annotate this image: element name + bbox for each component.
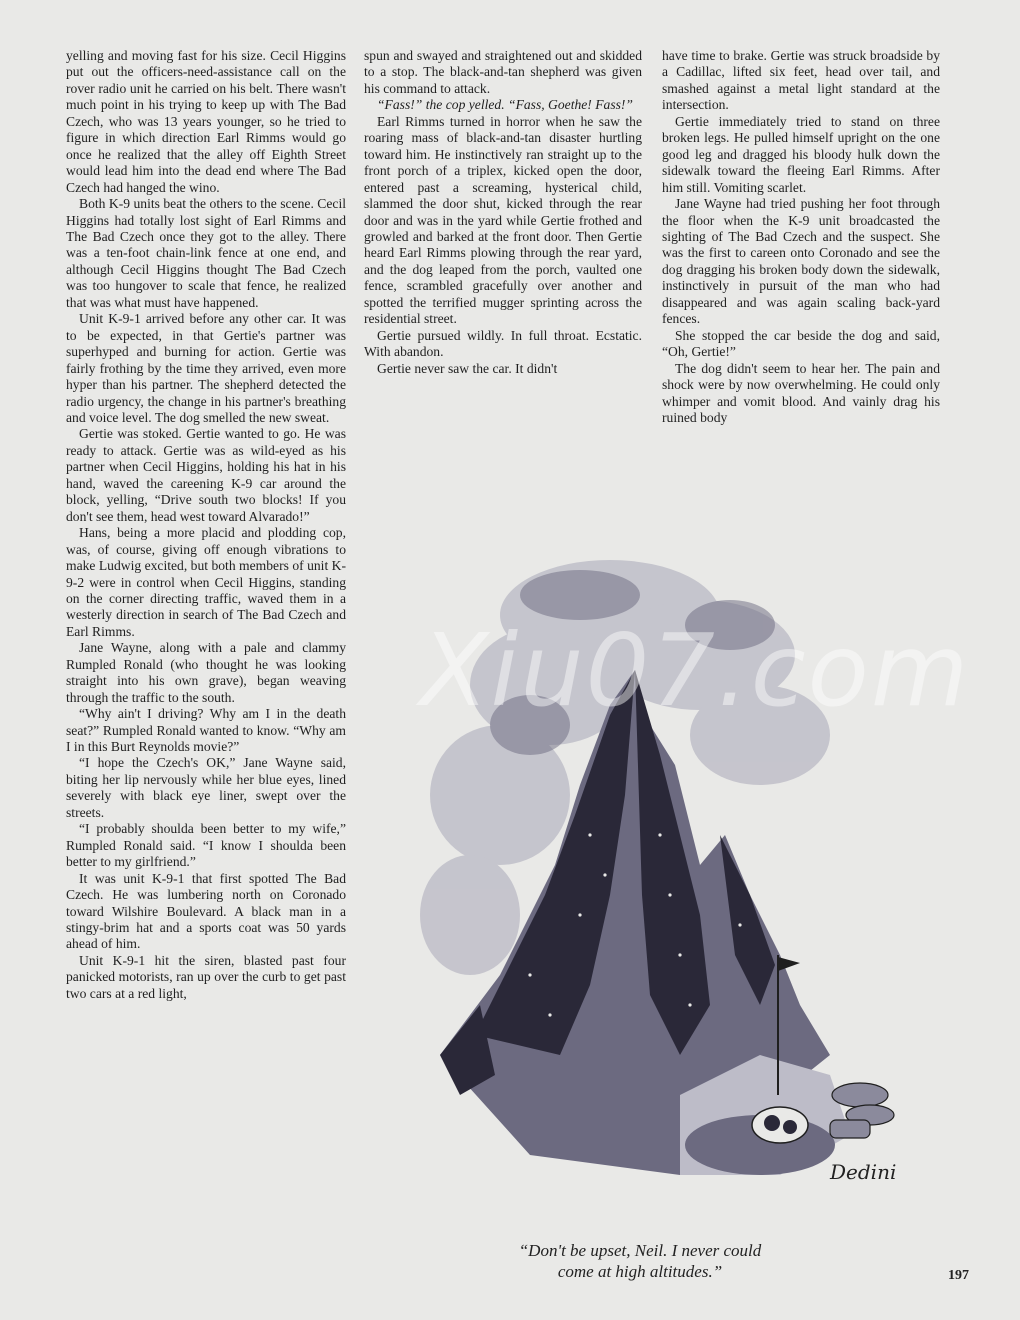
- paragraph: Hans, being a more placid and plodding cop, was, of course, giving off enough vibrations to make Ludwig excited, but both members of unit K-9-2 were in control when Cecil Higgins, standing on the corner directing traffic, waved them in a westerly direction in search of The Bad Czech and Earl Rimms.: [66, 525, 346, 639]
- paragraph: spun and swayed and straightened out and skidded to a stop. The black-and-tan shepherd was given his command to attack.: [364, 48, 642, 96]
- paragraph: Unit K-9-1 hit the siren, blasted past four panicked motorists, ran up over the curb to get past two cars at a red light,: [66, 952, 346, 1001]
- paragraph: have time to brake. Gertie was struck broadside by a Cadillac, lifted six feet, head over tail, and smashed against a metal light standard at the intersection.: [662, 48, 940, 113]
- paragraph: Jane Wayne had tried pushing her foot through the floor when the K-9 unit broadcasted the sighting of The Bad Czech and the suspect. She was the first to careen onto Coronado and see the dog dragging his broken body down the sidewalk, instinctively in pursuit of the man who had disappeared and was again scaling back-yard fences.: [662, 196, 940, 327]
- paragraph: She stopped the car beside the dog and said, “Oh, Gertie!”: [662, 327, 940, 360]
- cartoon-caption: [470, 1240, 810, 1282]
- paragraph: “Why ain't I driving? Why am I in the death seat?” Rumpled Ronald wanted to know. “Why am I in this Burt Reynolds movie?”: [66, 706, 346, 755]
- paragraph: Gertie was stoked. Gertie wanted to go. He was ready to attack. Gertie was as wild-eyed as his partner when Cecil Higgins, holding his hat in his hand, waved the careening K-9 car around the block, yelling, “Drive south two blocks! If you don't see them, head west toward Alvarado!”: [66, 426, 346, 524]
- paragraph: yelling and moving fast for his size. Cecil Higgins put out the officers-need-assistance call on the rover radio unit he carried on his belt. There wasn't much point in his trying to keep up with The Bad Czech, who was 13 years younger, so he tried to figure in which direction Earl Rimms would go once he realized that the alley off Eighth Street would lead him into the dead end where The Bad Czech had hanged the wino.: [66, 48, 346, 195]
- paragraph: Unit K-9-1 arrived before any other car. It was to be expected, in that Gertie's partner was superhyped and burning for action. Gertie was fairly frothing by the time they arrived, even more hyper than his partner. The shepherd detected the radio urgency, the change in his partner's breathing and voice level. The dog smelled the new sweat.: [66, 311, 346, 425]
- artist-signature: Dedini: [830, 1160, 897, 1184]
- caption-line: come at high altitudes.”: [557, 1262, 723, 1281]
- paragraph: Both K-9 units beat the others to the scene. Cecil Higgins had totally lost sight of Earl Rimms and The Bad Czech once they got to the alley. There was a ten-foot chain-link fence at one end, and although Cecil Higgins thought The Bad Czech was too hungover to scale that fence, he realized that was what must have happened.: [66, 196, 346, 310]
- paragraph: Gertie pursued wildly. In full throat. Ecstatic. With abandon.: [364, 327, 642, 360]
- paragraph: The dog didn't seem to hear her. The pain and shock were by now overwhelming. He could only whimper and vomit blood. And vainly drag his ruined body: [662, 360, 940, 425]
- text-column-2: [364, 48, 642, 377]
- paragraph: “I hope the Czech's OK,” Jane Wayne said, biting her lip nervously while her blue eyes, lined severely with black eye liner, swept over the streets.: [66, 755, 346, 820]
- page-number: 197: [948, 1268, 969, 1283]
- paragraph: Jane Wayne, along with a pale and clammy Rumpled Ronald (who thought he was looking straight into his own grave), began weaving through the traffic to the south.: [66, 640, 346, 705]
- text-column-3: [662, 48, 940, 426]
- text-column-1: [66, 48, 346, 1002]
- paragraph: “Fass!” the cop yelled. “Fass, Goethe! Fass!”: [377, 97, 633, 113]
- paragraph: Earl Rimms turned in horror when he saw the roaring mass of black-and-tan disaster hurtling toward him. He instinctively ran straight up to the front porch of a triplex, kicked open the door, entered past a screaming, hysterical child, slammed the door shut, kicked through the rear door and was in the yard while Gertie frothed and growled and barked at the front door. Then Gertie heard Earl Rimms plowing through the rear yard, and the dog leaped from the porch, vaulted one fence, scrambled gracefully over another and spotted the terrified mugger sprinting across the residential street.: [364, 113, 642, 327]
- watermark: Xiu07.com: [420, 612, 971, 729]
- paragraph: “I probably shoulda been better to my wife,” Rumpled Ronald said. “I know I shoulda been better to my girlfriend.”: [66, 821, 346, 870]
- paragraph: Gertie immediately tried to stand on three broken legs. He pulled himself upright on the one good leg and dragged his bloody hulk down the sidewalk toward the fleeing Earl Rimms. After him still. Vomiting scarlet.: [662, 113, 940, 195]
- paragraph: It was unit K-9-1 that first spotted The Bad Czech. He was lumbering north on Coronado toward Wilshire Boulevard. A black man in a stingy-brim hat and a sports coat was 50 yards ahead of him.: [66, 870, 346, 952]
- caption-line: “Don't be upset, Neil. I never could: [518, 1241, 762, 1260]
- paragraph: Gertie never saw the car. It didn't: [377, 360, 558, 376]
